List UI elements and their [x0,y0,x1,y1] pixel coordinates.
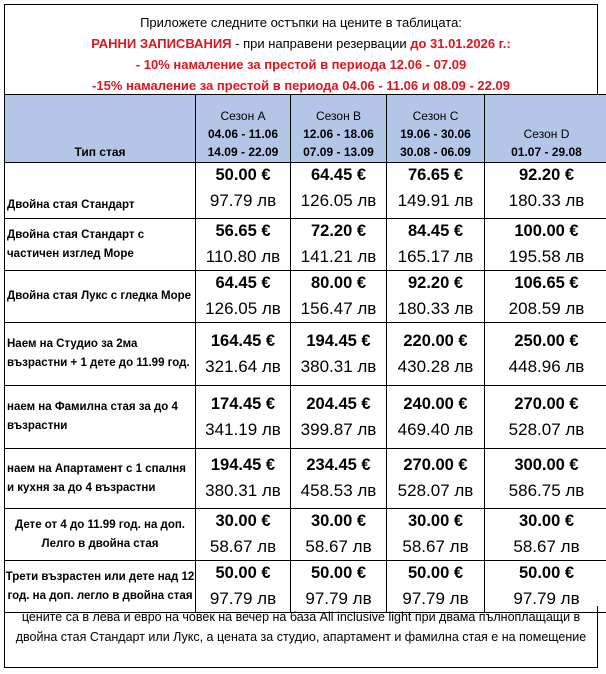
room-type-header: Тип стая [5,95,196,163]
price-cell [485,386,606,449]
room-type-label: Двойна стая Стандарт с частичен изглед Море [5,219,196,271]
price-eur: 106.65 € [514,274,579,292]
price-eur: 64.45 € [215,274,271,292]
season-name: Сезон D [523,127,570,141]
price-bgn: 58.67 лв [305,537,372,556]
price-bgn: 528.07 лв [508,419,585,439]
price-eur: 80.00 € [310,274,367,292]
price-cell [291,561,387,613]
price-bgn: 528.07 лв [397,481,474,500]
room-type-label: Дете от 4 до 11.99 год. на доп. Лелго в двойна стая [5,509,196,561]
room-type-label: Двойна стая Стандарт [5,163,196,219]
table-row [5,449,606,509]
price-table [4,94,606,613]
price-bgn: 149.91 лв [397,191,474,210]
price-eur: 270.00 € [403,456,468,474]
discount-15-line: -15% намаление за престой в периода 04.06 - 11.06 и 08.09 - 22.09 [92,78,510,93]
price-bgn: 341.19 лв [205,419,281,439]
price-bgn: 586.75 лв [508,481,585,500]
table-row [5,323,606,386]
early-booking-condition: - при направени резервации [231,36,411,51]
price-bgn: 180.33 лв [397,299,474,318]
price-bgn: 399.87 лв [300,419,377,439]
price-eur: 30.00 € [518,512,575,530]
price-cell [196,561,291,613]
season-dates: 19.06 - 30.06 [400,127,471,141]
price-bgn: 97.79 лв [209,589,277,608]
price-cell [485,219,606,271]
price-cell [387,163,485,219]
price-bgn: 448.96 лв [508,356,585,376]
table-row [5,386,606,449]
price-cell [196,323,291,386]
price-eur: 174.45 € [210,394,276,413]
price-bgn: 380.31 лв [300,356,377,376]
price-bgn: 97.79 лв [513,589,580,608]
table-row [5,271,606,323]
room-type-label: Двойна стая Лукс с гледка Море [5,271,196,323]
price-cell [196,509,291,561]
price-cell [485,163,606,219]
price-cell [387,449,485,509]
price-bgn: 430.28 лв [397,356,474,376]
price-eur: 204.45 € [306,394,371,413]
pricing-footnote: цените са в лева и евро на човек на вечер на база All inclusive light при двама пълноплащащи в двойна стая Стандарт или Лукс, а цената за студио, апартамент и фамилна стая е на помещение [4,606,598,668]
price-cell [387,323,485,386]
price-eur: 164.45 € [210,331,276,350]
early-booking-deadline: до 31.01.2026 г.: [410,36,511,51]
price-cell [387,561,485,613]
price-bgn: 110.80 лв [205,247,281,266]
price-bgn: 126.05 лв [205,299,281,318]
price-bgn: 165.17 лв [397,247,474,266]
price-cell [291,449,387,509]
season-name: Сезон B [315,109,362,123]
price-bgn: 156.47 лв [300,299,377,318]
price-bgn: 58.67 лв [513,537,580,556]
price-eur: 30.00 € [407,512,464,530]
price-eur: 250.00 € [514,331,579,350]
season-header [291,95,387,163]
price-cell [291,323,387,386]
price-eur: 76.65 € [407,166,464,184]
price-cell [291,386,387,449]
price-bgn: 180.33 лв [508,191,585,210]
price-bgn: 97.79 лв [305,589,372,608]
season-header [196,95,291,163]
table-row [5,219,606,271]
table-row [5,163,606,219]
price-bgn: 208.59 лв [508,299,585,318]
price-eur: 72.20 € [310,222,367,240]
price-cell [387,219,485,271]
price-bgn: 58.67 лв [402,537,469,556]
price-eur: 84.45 € [407,222,464,240]
price-cell [196,219,291,271]
price-cell [387,386,485,449]
price-eur: 56.65 € [215,222,271,240]
price-eur: 50.00 € [407,564,464,582]
price-eur: 194.45 € [306,331,371,350]
room-type-label: наем на Апартамент с 1 спалня и кухня за до 4 възрастни [5,449,196,509]
table-row [5,509,606,561]
discount-notice [4,4,598,94]
price-eur: 270.00 € [514,394,579,413]
price-cell [291,509,387,561]
table-header-row [5,95,606,163]
season-dates: 12.06 - 18.06 [303,127,374,141]
price-cell [291,219,387,271]
price-eur: 100.00 € [514,222,579,240]
price-cell [485,509,606,561]
price-eur: 194.45 € [210,456,276,474]
season-dates: 04.06 - 11.06 [207,127,279,141]
season-header [387,95,485,163]
season-name: Сезон A [220,109,266,123]
season-dates: 14.09 - 22.09 [207,145,279,159]
price-cell [196,163,291,219]
price-eur: 50.00 € [310,564,367,582]
room-type-label: наем на Фамилна стая за до 4 възрастни [5,386,196,449]
price-cell [196,271,291,323]
season-name: Сезон C [412,109,459,123]
price-eur: 92.20 € [518,166,575,184]
price-cell [196,449,291,509]
price-eur: 220.00 € [403,331,468,350]
price-bgn: 141.21 лв [300,247,377,266]
price-bgn: 97.79 лв [402,589,469,608]
price-eur: 300.00 € [514,456,579,474]
price-cell [485,449,606,509]
discount-10-line: - 10% намаление за престой в периода 12.06 - 07.09 [135,57,467,72]
price-cell [196,386,291,449]
room-type-label: Наем на Студио за 2ма възрастни + 1 дете до 11.99 год. [5,323,196,386]
price-eur: 64.45 € [310,166,367,184]
season-header [485,95,606,163]
early-booking-title: РАННИ ЗАПИСВАНИЯ [91,36,232,51]
price-cell [485,271,606,323]
price-bgn: 97.79 лв [209,191,277,210]
price-cell [291,163,387,219]
season-dates: 30.08 - 06.09 [400,145,471,159]
price-bgn: 469.40 лв [397,419,474,439]
price-eur: 92.20 € [407,274,464,292]
price-cell [387,271,485,323]
price-cell [291,271,387,323]
price-bgn: 126.05 лв [300,191,377,210]
price-eur: 30.00 € [215,512,271,530]
price-cell [485,323,606,386]
early-booking-line [5,33,597,54]
price-bgn: 380.31 лв [205,481,281,500]
price-cell [387,509,485,561]
price-eur: 50.00 € [215,166,271,184]
price-eur: 50.00 € [215,564,271,582]
price-eur: 240.00 € [403,394,468,413]
price-eur: 234.45 € [306,456,371,474]
price-bgn: 321.64 лв [205,356,281,376]
price-eur: 50.00 € [518,564,575,582]
price-bgn: 458.53 лв [300,481,377,500]
season-dates: 01.07 - 29.08 [511,145,582,159]
price-bgn: 58.67 лв [209,537,277,556]
price-bgn: 195.58 лв [508,247,585,266]
table-row [5,561,606,613]
price-cell [485,561,606,613]
notice-intro: Приложете следните остъпки на цените в таблицата: [140,15,462,30]
room-type-label: Трети възрастен или дете над 12 год. на доп. легло в двойна стая [5,561,196,613]
price-eur: 30.00 € [310,512,367,530]
season-dates: 07.09 - 13.09 [303,145,374,159]
